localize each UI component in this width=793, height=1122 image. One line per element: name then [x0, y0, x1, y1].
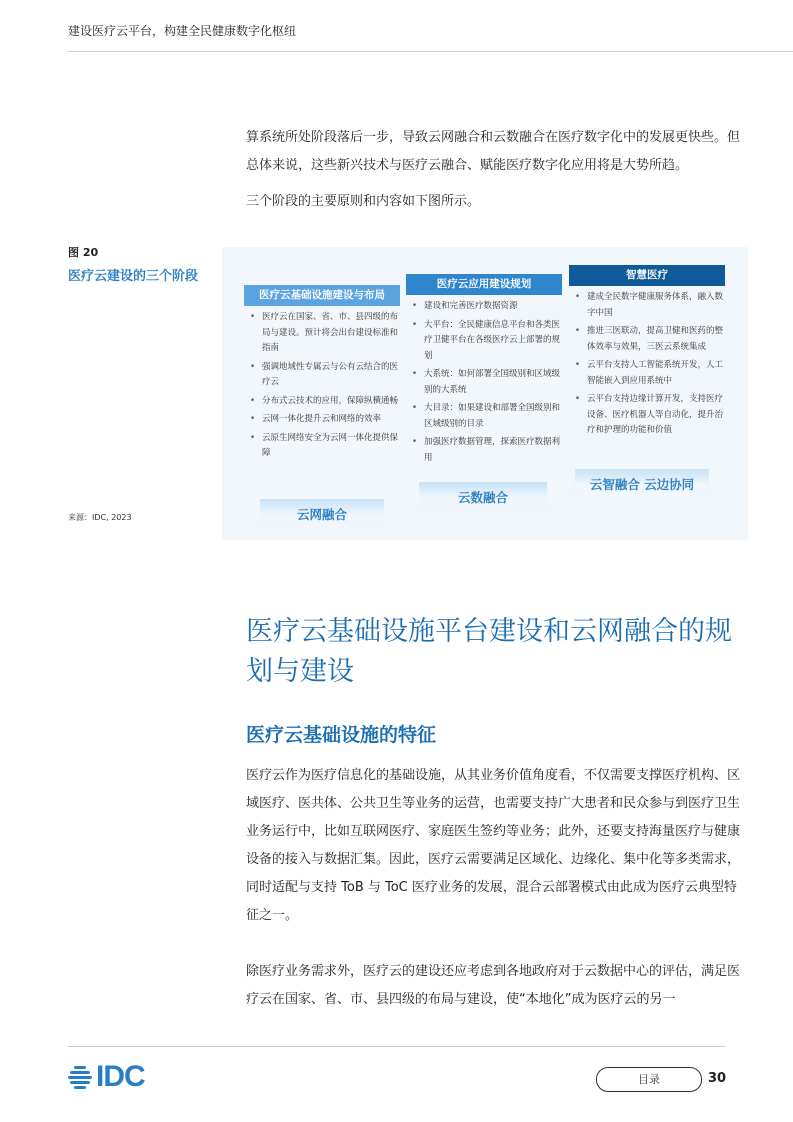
idc-logo — [68, 1060, 145, 1093]
running-header: 建设医疗云平台，构建全民健康数字化枢纽 — [68, 24, 297, 38]
figure-label: 图 20 — [68, 246, 99, 259]
table-of-contents-button[interactable]: 目录 — [596, 1067, 702, 1092]
stage-column-applications — [406, 274, 562, 469]
stage-footer: 云网融合 — [260, 499, 384, 527]
stage-item: • 分布式云技术的应用，保障纵横通畅 — [250, 394, 398, 410]
stage-item: • 大平台：全民健康信息平台和各类医疗卫健平台在各级医疗云上部署的规划 — [412, 318, 560, 365]
figure-title: 医疗云建设的三个阶段 — [68, 269, 199, 284]
figure-panel — [222, 247, 748, 540]
stage-header: 医疗云应用建设规划 — [406, 274, 562, 295]
header-divider — [68, 51, 793, 52]
stage-column-smart-healthcare — [569, 265, 725, 442]
intro-paragraph-1: 算系统所处阶段落后一步，导致云网融合和云数融合在医疗数字化中的发展更快些。但总体来说，这些新兴技术与医疗云融合、赋能医疗数字化应用将是大势所趋。 — [246, 130, 741, 173]
stage-item: • 建设和完善医疗数据资源 — [412, 299, 560, 315]
subsection-title: 医疗云基础设施的特征 — [246, 724, 437, 746]
stage-header: 医疗云基础设施建设与布局 — [244, 285, 400, 306]
stage-item: • 大系统：如何部署全国级别和区域级别的大系统 — [412, 367, 560, 398]
section-title: 医疗云基础设施平台建设和云网融合的规划与建设 — [246, 616, 732, 687]
figure-source: 来源：IDC, 2023 — [68, 513, 132, 522]
globe-stripes-icon — [68, 1065, 92, 1089]
stage-item: • 加强医疗数据管理，探索医疗数据利用 — [412, 435, 560, 466]
stage-header: 智慧医疗 — [569, 265, 725, 286]
stage-item-list — [406, 299, 562, 466]
stage-item: • 强调地域性专属云与公有云结合的医疗云 — [250, 360, 398, 391]
section-paragraph-1: 医疗云作为医疗信息化的基础设施，从其业务价值角度看，不仅需要支撑医疗机构、区域医疗、医共体、公共卫生等业务的运营，也需要支持广大患者和民众参与到医疗卫生业务运行中，比如互联网医疗、家庭医生签约等业务；此外，还要支持海量医疗与健康设备的接入与数据汇集。因此，医疗云需要满足区域化、边缘化、集中化等多类需求，同时适配与支持 ToB 与 ToC 医疗业务的发展，混合云部署模式由此成为医疗云典型特征之一。 — [246, 768, 741, 923]
stage-item: • 云网一体化提升云和网络的效率 — [250, 412, 398, 428]
logo-text: IDC — [96, 1060, 145, 1093]
intro-text — [246, 124, 746, 216]
stage-item-list — [244, 310, 400, 462]
stage-footer: 云智融合 云边协同 — [575, 469, 709, 497]
stage-item: • 建成全民数字健康服务体系，融入数字中国 — [575, 290, 723, 321]
stage-footer: 云数融合 — [419, 482, 547, 510]
section-body — [246, 762, 746, 1014]
stage-item: • 推进三医联动，提高卫健和医药的整体效率与效果，三医云系统集成 — [575, 324, 723, 355]
stage-item: • 大目录：如果建设和部署全国级别和区域级别的目录 — [412, 401, 560, 432]
intro-paragraph-2: 三个阶段的主要原则和内容如下图所示。 — [246, 194, 481, 209]
section-paragraph-2: 除医疗业务需求外，医疗云的建设还应考虑到各地政府对于云数据中心的评估，满足医疗云在国家、省、市、县四级的布局与建设，使“本地化”成为医疗云的另一 — [246, 964, 741, 1007]
footer-divider — [68, 1046, 725, 1047]
stage-item: • 云平台支持人工智能系统开发，人工智能嵌入到应用系统中 — [575, 358, 723, 389]
page-number: 30 — [708, 1071, 727, 1086]
stage-column-infrastructure — [244, 285, 400, 465]
stage-item: • 医疗云在国家、省、市、县四级的布局与建设。预计将会出台建设标准和指南 — [250, 310, 398, 357]
stage-item-list — [569, 290, 725, 439]
stage-item: • 云平台支持边缘计算开发，支持医疗设备、医疗机器人等自动化，提升治疗和护理的功能和价值 — [575, 392, 723, 439]
stage-item: • 云原生网络安全为云网一体化提供保障 — [250, 431, 398, 462]
